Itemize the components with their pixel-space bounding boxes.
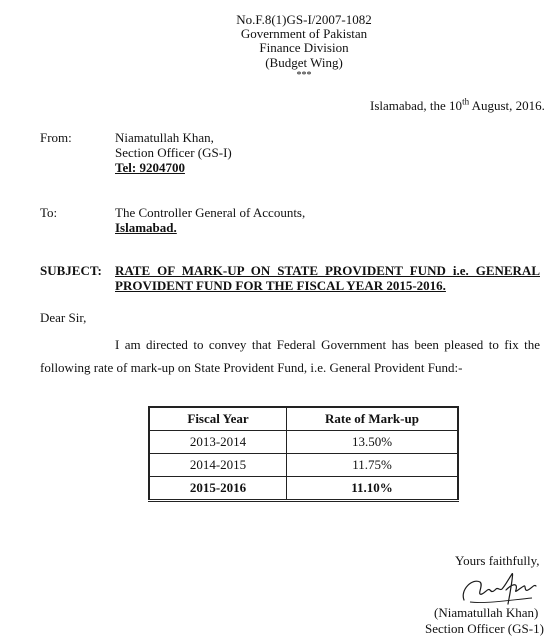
date-suffix: August, 2016. [469,98,545,113]
to-label: To: [40,205,58,220]
rate-cell: 13.50% [287,431,459,454]
signatory-name: (Niamatullah Khan) [434,605,539,620]
fiscal-year-cell: 2014-2015 [149,454,287,477]
to-city: Islamabad. [115,220,177,235]
date-line [370,98,545,114]
rate-cell: 11.10% [287,477,459,501]
salutation: Dear Sir, [40,310,87,325]
date-superscript: th [462,96,470,107]
from-name: Niamatullah Khan, [115,130,214,145]
subject-line-2: PROVIDENT FUND FOR THE FISCAL YEAR 2015-2016. [115,278,446,293]
from-designation: Section Officer (GS-I) [115,145,232,160]
to-name: The Controller General of Accounts, [115,205,306,220]
signatory-designation: Section Officer (GS-1) [425,621,544,636]
markup-rates-table [148,406,459,502]
body-line-2: following rate of mark-up on State Provident Fund, i.e. General Provident Fund:- [40,360,463,375]
table-row [149,431,458,454]
from-telephone: Tel: 9204700 [115,160,185,175]
body-line-1: I am directed to convey that Federal Government has been pleased to fix the [115,337,540,352]
header-stars: *** [296,70,312,81]
table-row [149,477,458,501]
subject-line-1: RATE OF MARK-UP ON STATE PROVIDENT FUND i.e. GENERAL [115,263,540,278]
table-header-row [149,407,458,431]
table-row [149,454,458,477]
wing-name: (Budget Wing) [265,55,343,70]
from-label: From: [40,130,72,145]
government-name: Government of Pakistan [240,26,368,41]
subject-label: SUBJECT: [40,263,102,278]
file-number: No.F.8(1)GS-I/2007-1082 [236,12,372,27]
header-fiscal-year: Fiscal Year [149,407,287,431]
header-rate-of-markup: Rate of Mark-up [287,407,459,431]
fiscal-year-cell: 2015-2016 [149,477,287,501]
date-prefix: Islamabad, the 10 [370,98,463,113]
signature-image [450,560,540,610]
fiscal-year-cell: 2013-2014 [149,431,287,454]
rate-cell: 11.75% [287,454,459,477]
division-name: Finance Division [259,40,349,55]
yours-faithfully: Yours faithfully, [455,553,540,568]
